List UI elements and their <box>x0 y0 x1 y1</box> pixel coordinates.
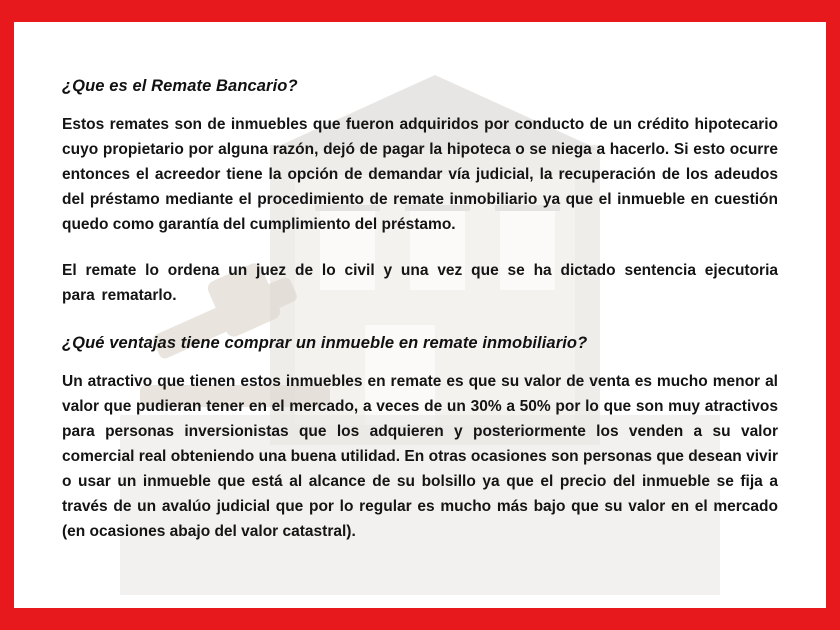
heading-question-1: ¿Que es el Remate Bancario? <box>62 77 298 95</box>
border-bottom <box>0 608 840 630</box>
border-right <box>826 0 840 630</box>
border-left <box>0 0 14 630</box>
slide-content <box>14 22 826 608</box>
paragraph-1-2: El remate lo ordena un juez de lo civil y una vez que se ha dictado sentencia ejecutoria para rematarlo. <box>62 261 778 304</box>
paragraph-1-1: Estos remates son de inmuebles que fueron adquiridos por conducto de un crédito hipotecario cuyo propietario por alguna razón, dejó de pagar la hipoteca o se niega a hacerlo. Si esto ocurre entonces el acreedor tiene la opción de demandar vía judicial, la recuperación de los adeudos del préstamo mediante el procedimiento de remate inmobiliario ya que el inmueble en cuestión quedo como garantía del cumplimiento del préstamo. <box>62 116 778 234</box>
border-top <box>0 0 840 22</box>
heading-question-2: ¿Qué ventajas tiene comprar un inmueble en remate inmobiliario? <box>62 333 588 352</box>
paragraph-2-1: Un atractivo que tienen estos inmuebles en remate es que su valor de venta es mucho menor al valor que pudieran tener en el mercado, a veces de un 30% a 50% por lo que son muy atractivos para personas inversionistas que los adquieren y posteriormente los venden a su valor comercial real obteniendo una buena utilidad. En otras ocasiones son personas que desean vivir o usar un inmueble que está al alcance de su bolsillo ya que el precio del inmueble se fija a través de un avalúo judicial que por lo regular es mucho más bajo que su valor en el mercado (en ocasiones abajo del valor catastral). <box>62 372 778 541</box>
